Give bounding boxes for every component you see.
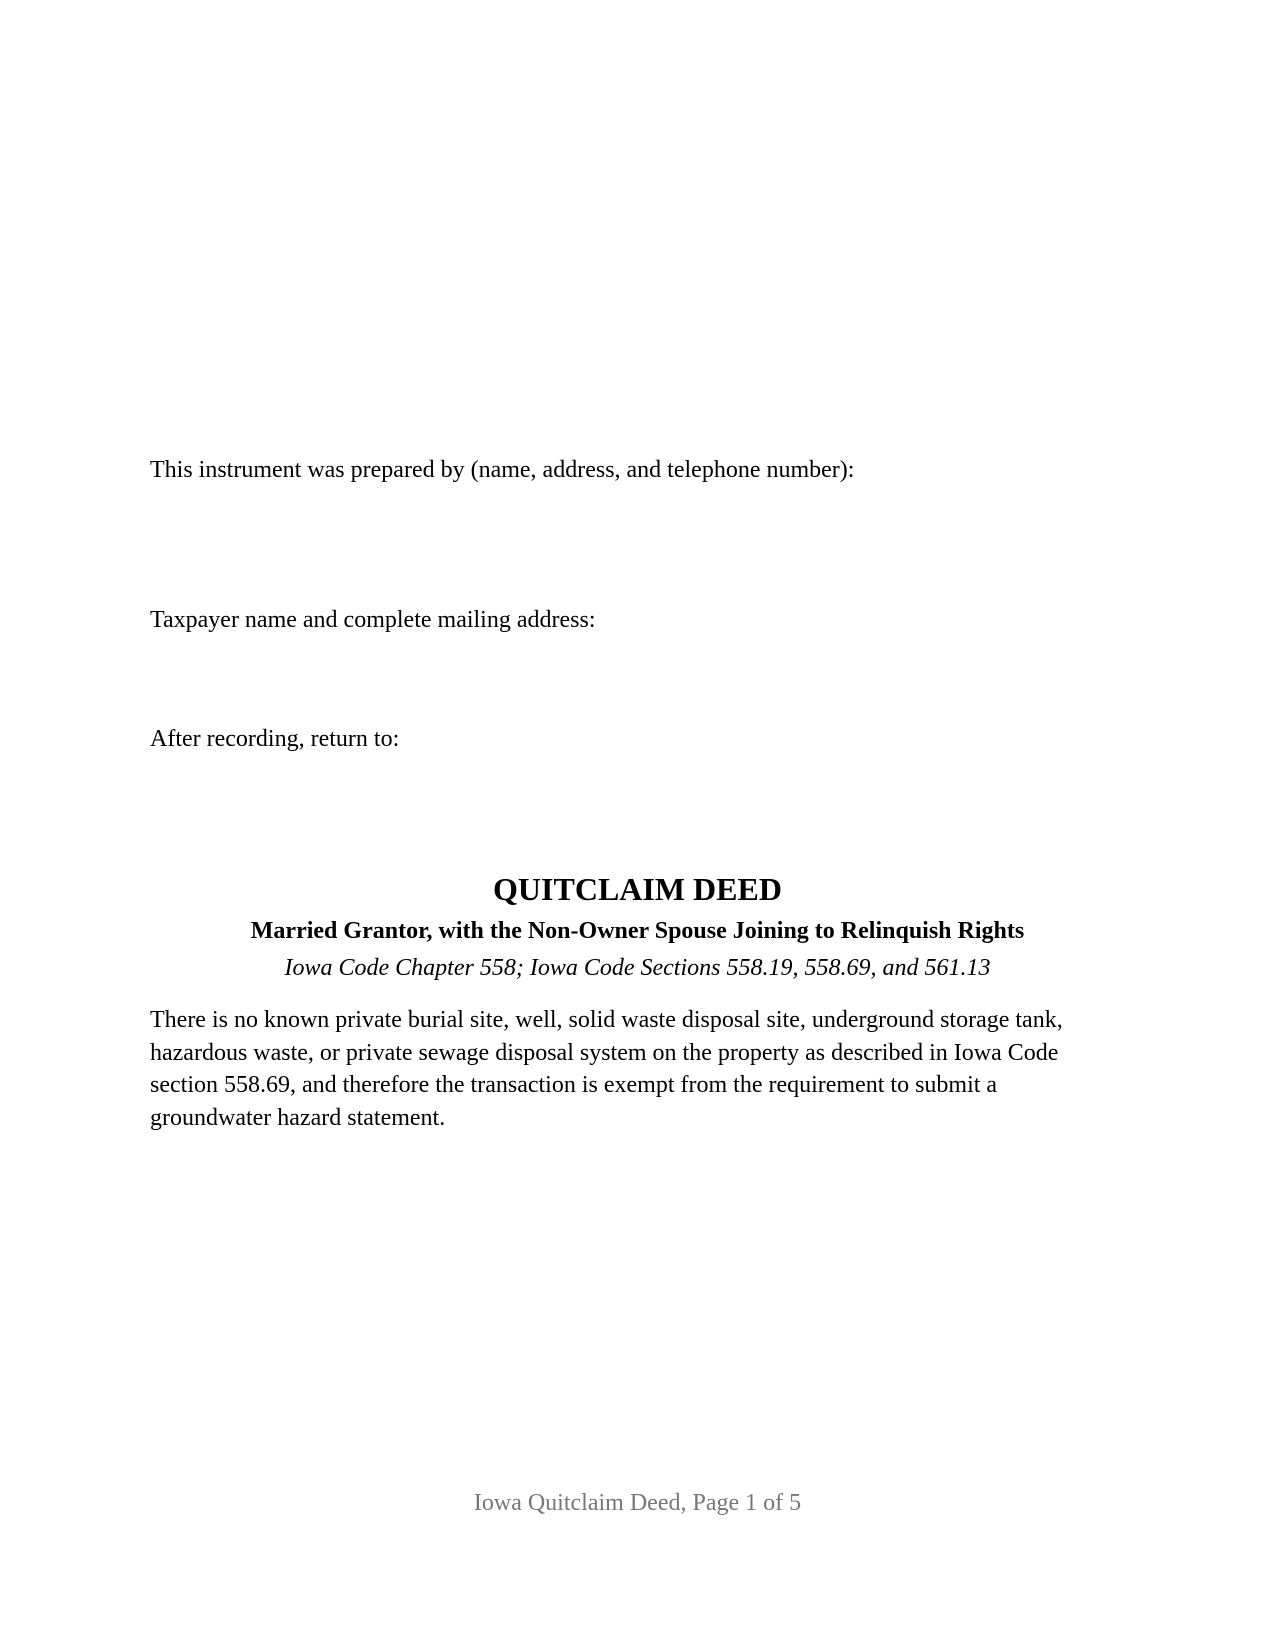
taxpayer-address-label: Taxpayer name and complete mailing address: [150,607,596,633]
prepared-by-label: This instrument was prepared by (name, address, and telephone number): [150,457,855,483]
return-to-label: After recording, return to: [150,726,400,752]
deed-title: QUITCLAIM DEED [493,871,782,907]
statute-citation: Iowa Code Chapter 558; Iowa Code Sections 558.19, 558.69, and 561.13 [284,955,991,981]
deed-subtitle: Married Grantor, with the Non-Owner Spouse Joining to Relinquish Rights [250,918,1025,944]
groundwater-hazard-statement: There is no known private burial site, well, solid waste disposal site, underground storage tank, hazardous waste, or private sewage disposal system on the property as described in Iowa Code section 558.69, and therefore the transaction is exempt from the requirement to submit a groundwater hazard statement. [150,1007,1063,1131]
page-footer: Iowa Quitclaim Deed, Page 1 of 5 [473,1490,802,1516]
